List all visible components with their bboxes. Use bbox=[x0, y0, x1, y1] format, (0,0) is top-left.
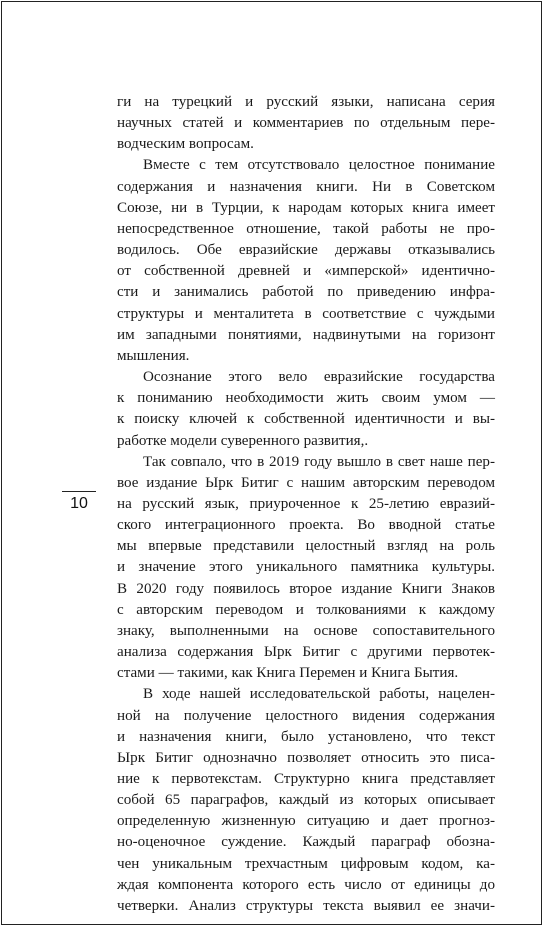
text-line: собой 65 параграфов, каждый из которых описывает bbox=[117, 792, 495, 809]
text-line: на русский язык, приуроченное к 25-летию евразий- bbox=[117, 495, 495, 512]
text-line: ние к первотекстам. Структурно книга представляет bbox=[117, 771, 495, 787]
page-number-rule bbox=[62, 491, 96, 492]
text-line: от собственной древней и «имперской» идентично- bbox=[117, 263, 495, 280]
text-line: четверки. Анализ структуры текста выявил ее значи- bbox=[117, 897, 495, 914]
text-line: Осознание этого вело евразийские государства bbox=[143, 369, 495, 386]
paragraph bbox=[117, 92, 495, 155]
text-line: непосредственное отношение, такой работы не про- bbox=[117, 220, 495, 237]
text-line: знаку, выполненными на основе сопоставительного bbox=[117, 622, 495, 639]
paragraph bbox=[117, 684, 495, 917]
text-line: Союзе, ни в Турции, к народам которых книга имеет bbox=[117, 199, 495, 216]
text-line: и значение этого уникального памятника культуры. bbox=[117, 559, 495, 576]
text-line: Вместе с тем отсутствовало целостное понимание bbox=[143, 157, 495, 174]
text-line: водческим вопросам. bbox=[117, 136, 254, 153]
text-line: ждая компонента которого есть число от единицы до bbox=[117, 876, 495, 893]
text-line: к поиску ключей к собственной идентичности и вы- bbox=[117, 411, 495, 428]
text-line: Ырк Битиг однозначно позволяет относить это писа- bbox=[117, 749, 495, 766]
text-line: но-оценочное суждение. Каждый параграф обозна- bbox=[117, 834, 495, 851]
text-line: содержания и назначения книги. Ни в Советском bbox=[117, 178, 495, 195]
text-line: к пониманию необходимости жить своим умом — bbox=[117, 390, 495, 407]
text-line: вое издание Ырк Битиг с нашим авторским переводом bbox=[117, 474, 495, 491]
text-line: ского интеграционного проекта. Во вводной статье bbox=[117, 517, 495, 534]
paragraph bbox=[117, 452, 495, 685]
text-line: Так совпало, что в 2019 году вышло в свет наше пер- bbox=[143, 453, 495, 470]
text-line: стами — такими, как Книга Перемен и Книга Бытия. bbox=[117, 665, 459, 682]
text-line: и назначения книги, было установлено, что текст bbox=[117, 728, 495, 745]
text-line: определенную жизненную ситуацию и дает прогноз- bbox=[117, 813, 495, 830]
text-line: им западными понятиями, надвинутыми на горизонт bbox=[117, 326, 495, 343]
text-line: с авторским переводом и толкованиями к каждому bbox=[117, 601, 495, 618]
text-line: мы впервые представили целостный взгляд на роль bbox=[117, 538, 495, 555]
text-line: водилось. Обе евразийские державы отказывались bbox=[117, 242, 495, 259]
paragraph bbox=[117, 155, 495, 367]
text-line: ной на получение целостного видения содержания bbox=[117, 707, 495, 724]
text-line: ги на турецкий и русский языки, написана серия bbox=[117, 94, 495, 110]
text-line: мышления. bbox=[117, 347, 190, 364]
text-line: анализа содержания Ырк Битиг с другими первотек- bbox=[117, 644, 495, 661]
page-number: 10 bbox=[70, 495, 88, 512]
body-text bbox=[117, 92, 495, 917]
text-line: работке модели суверенного развития,. bbox=[117, 432, 369, 449]
text-line: чен уникальным трехчастным цифровым кодом, ка- bbox=[117, 855, 495, 872]
page-number-block bbox=[62, 491, 96, 513]
text-line: В ходе нашей исследовательской работы, нацелен- bbox=[143, 686, 495, 703]
text-line: В 2020 году появилось второе издание Книги Знаков bbox=[117, 580, 495, 597]
text-line: научных статей и комментариев по отдельным пере- bbox=[117, 115, 495, 132]
text-line: структуры и менталитета в соответствие с чуждыми bbox=[117, 305, 495, 322]
paragraph bbox=[117, 367, 495, 452]
text-line: сти и занимались работой по приведению инфра- bbox=[117, 284, 495, 301]
